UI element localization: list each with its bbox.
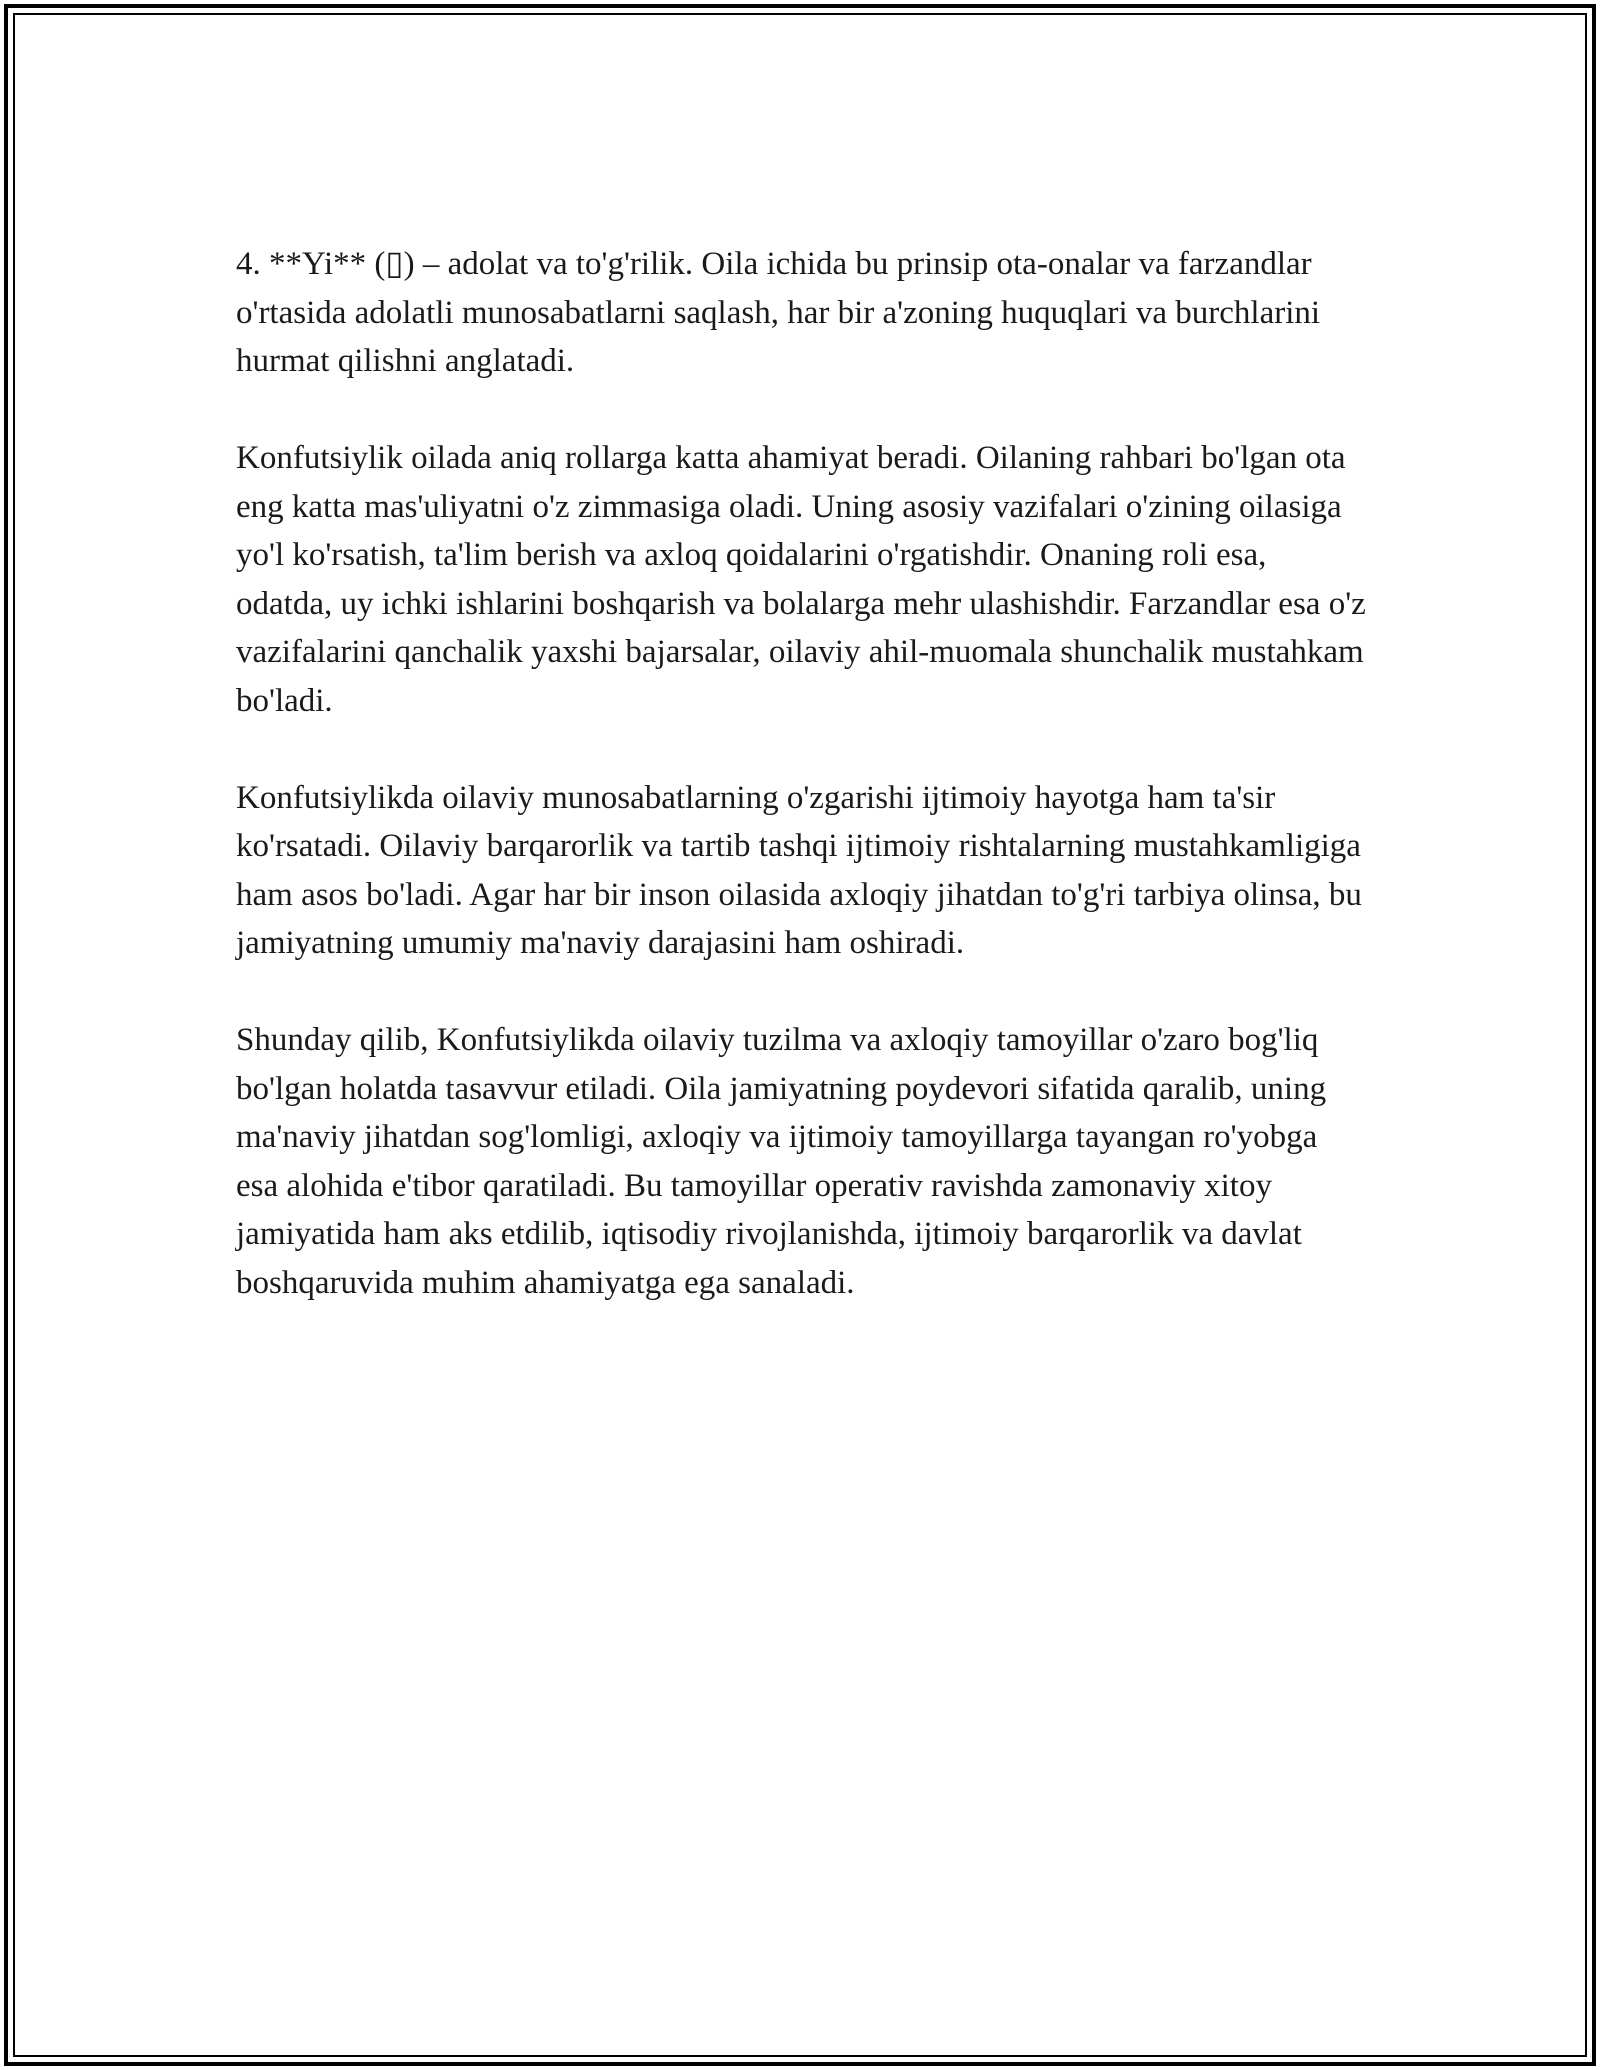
- paragraph-social-impact: Konfutsiylikda oilaviy munosabatlarning o'zgarishi ijtimoiy hayotga ham ta'sir ko'rsatadi. Oilaviy barqarorlik va tartib tashqi ijtimoiy rishtalarning mustahkamligiga ham asos bo'ladi. Agar har bir inson oilasida axloqiy jihatdan to'g'ri tarbiya olinsa, bu jamiyatning umumiy ma'naviy darajasini ham oshiradi.: [236, 779, 1362, 961]
- paragraph-conclusion: Shunday qilib, Konfutsiylikda oilaviy tuzilma va axloqiy tamoyillar o'zaro bog'liq bo'lgan holatda tasavvur etiladi. Oila jamiyatning poydevori sifatida qaralib, uning ma'naviy jihatdan sog'lomligi, axloqiy va ijtimoiy tamoyillarga tayangan ro'yobga esa alohida e'tibor qaratiladi. Bu tamoyillar operativ ravishda zamonaviy xitoy jamiyatida ham aks etdilib, iqtisodiy rivojlanishda, ijtimoiy barqarorlik va davlat boshqaruvida muhim ahamiyatga ega sanaladi.: [236, 1022, 1327, 1301]
- document-body: [236, 240, 1366, 1307]
- paragraph-family-roles: Konfutsiylik oilada aniq rollarga katta ahamiyat beradi. Oilaning rahbari bo'lgan ota eng katta mas'uliyatni o'z zimmasiga oladi. Uning asosiy vazifalari o'zining oilasiga yo'l ko'rsatish, ta'lim berish va axloq qoidalarini o'rgatishdir. Onaning roli esa, odatda, uy ichki ishlarini boshqarish va bolalarga mehr ulashishdir. Farzandlar esa o'z vazifalarini qanchalik yaxshi bajarsalar, oilaviy ahil-muomala shunchalik mustahkam bo'ladi.: [236, 440, 1366, 719]
- paragraph-yi-principle: 4. **Yi** (▯) – adolat va to'g'rilik. Oila ichida bu prinsip ota-onalar va farzandlar o'rtasida adolatli munosabatlarni saqlash, har bir a'zoning huquqlari va burchlarini hurmat qilishni anglatadi.: [236, 246, 1321, 379]
